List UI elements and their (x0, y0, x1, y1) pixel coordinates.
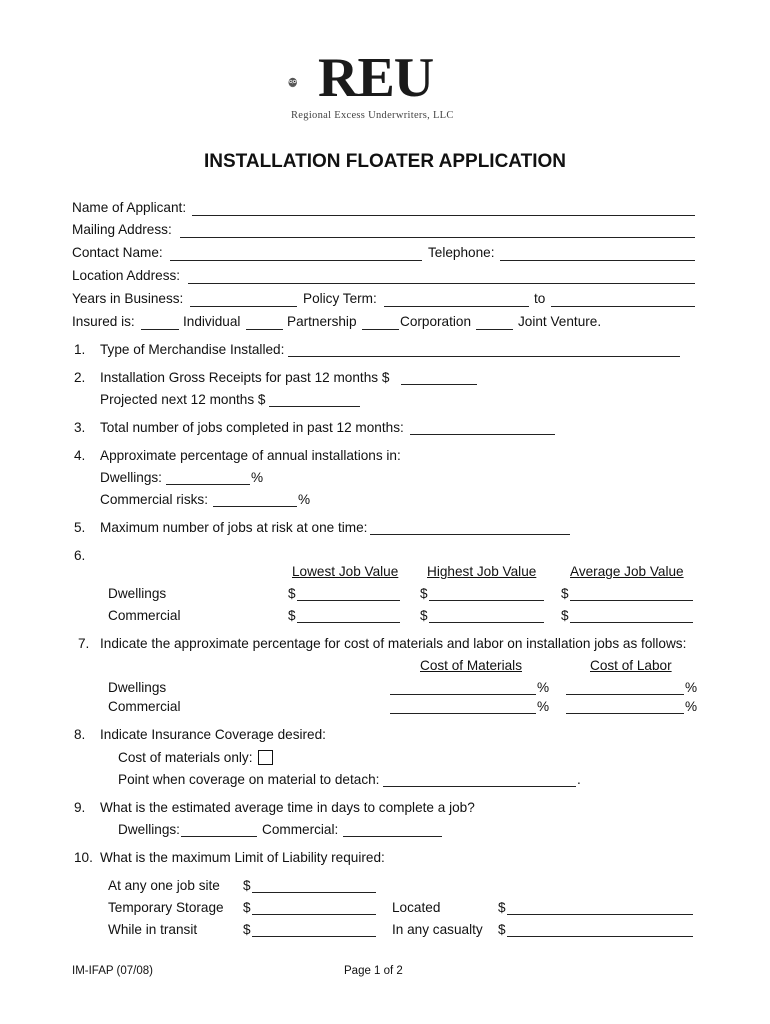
currency-sign: $ (243, 922, 251, 937)
q10-number: 10. (74, 850, 93, 865)
q1-number: 1. (74, 342, 86, 357)
mailing-address-label: Mailing Address: (72, 222, 172, 237)
q8-text: Indicate Insurance Coverage desired: (100, 727, 326, 742)
q9-dwellings-label: Dwellings: (118, 822, 180, 837)
dwellings-percentage-field[interactable] (166, 484, 250, 485)
currency-sign: $ (288, 586, 296, 601)
q5-number: 5. (74, 520, 86, 535)
q6-dwellings-label: Dwellings (108, 586, 167, 601)
dwellings-labor-field[interactable] (566, 694, 684, 695)
in-transit-field[interactable] (252, 936, 376, 937)
dwellings-average-field[interactable] (570, 600, 693, 601)
lowest-job-value-header: Lowest Job Value (292, 564, 399, 579)
currency-sign: $ (420, 608, 428, 623)
dwellings-lowest-field[interactable] (297, 600, 400, 601)
materials-only-checkbox[interactable] (258, 750, 273, 765)
detach-point-label: Point when coverage on material to detach: (118, 772, 380, 787)
materials-only-label: Cost of materials only: (118, 750, 253, 765)
joint-venture-field[interactable] (476, 329, 513, 330)
location-address-field[interactable] (188, 283, 695, 284)
telephone-field[interactable] (500, 260, 695, 261)
cost-of-labor-header: Cost of Labor (590, 658, 672, 673)
in-transit-label: While in transit (108, 922, 198, 937)
logo-wordmark: REU (318, 47, 434, 109)
location-address-label: Location Address: (72, 268, 181, 283)
highest-job-value-header: Highest Job Value (427, 564, 537, 579)
policy-term-to-label: to (534, 291, 546, 306)
q2-text: Installation Gross Receipts for past 12 months $ (100, 370, 390, 385)
currency-sign: $ (420, 586, 428, 601)
logo-subtitle: Regional Excess Underwriters, LLC (291, 110, 454, 121)
form-id: IM-IFAP (07/08) (72, 965, 153, 977)
dwellings-materials-field[interactable] (390, 694, 536, 695)
q4-number: 4. (74, 448, 86, 463)
q2-number: 2. (74, 370, 86, 385)
currency-sign: $ (561, 608, 569, 623)
currency-sign: $ (498, 900, 506, 915)
dwellings-days-field[interactable] (181, 836, 257, 837)
contact-name-label: Contact Name: (72, 245, 163, 260)
any-casualty-label: In any casualty (392, 922, 483, 937)
contact-name-field[interactable] (170, 260, 422, 261)
commercial-materials-field[interactable] (390, 713, 536, 714)
pct-sign: % (685, 680, 698, 695)
corporation-field[interactable] (362, 329, 399, 330)
average-job-value-header: Average Job Value (570, 564, 684, 579)
q6-number: 6. (74, 548, 86, 563)
q4-text: Approximate percentage of annual installations in: (100, 448, 401, 463)
page-title: INSTALLATION FLOATER APPLICATION (203, 151, 567, 172)
q4-commercial-pct: % (298, 492, 311, 507)
pct-sign: % (685, 699, 698, 714)
q4-dwellings-label: Dwellings: (100, 470, 162, 485)
cost-of-materials-header: Cost of Materials (420, 658, 522, 673)
dwellings-highest-field[interactable] (429, 600, 544, 601)
commercial-highest-field[interactable] (429, 622, 544, 623)
policy-term-start-field[interactable] (384, 306, 529, 307)
q7-dwellings-label: Dwellings (108, 680, 167, 695)
commercial-lowest-field[interactable] (297, 622, 400, 623)
detach-period: . (577, 772, 581, 787)
q7-commercial-label: Commercial (108, 699, 181, 714)
commercial-days-field[interactable] (343, 836, 442, 837)
name-of-applicant-label: Name of Applicant: (72, 200, 187, 215)
q9-commercial-label: Commercial: (262, 822, 339, 837)
q3-number: 3. (74, 420, 86, 435)
currency-sign: $ (243, 900, 251, 915)
merchandise-type-field[interactable] (288, 356, 680, 357)
name-of-applicant-field[interactable] (192, 215, 695, 216)
q7-number: 7. (78, 636, 90, 651)
gross-receipts-past-field[interactable] (401, 384, 477, 385)
q2-projected-text: Projected next 12 months $ (100, 392, 266, 407)
temporary-storage-field[interactable] (252, 914, 376, 915)
gross-receipts-projected-field[interactable] (269, 406, 360, 407)
q6-commercial-label: Commercial (108, 608, 181, 623)
q4-dwellings-pct: % (251, 470, 264, 485)
pct-sign: % (537, 699, 550, 714)
page-number: Page 1 of 2 (344, 965, 403, 977)
partnership-field[interactable] (246, 329, 283, 330)
corporation-label: Corporation (400, 314, 472, 329)
currency-sign: $ (561, 586, 569, 601)
temporary-storage-label: Temporary Storage (108, 900, 224, 915)
q1-text: Type of Merchandise Installed: (100, 342, 285, 357)
q5-text: Maximum number of jobs at risk at one time: (100, 520, 368, 535)
telephone-label: Telephone: (428, 245, 495, 260)
commercial-average-field[interactable] (570, 622, 693, 623)
q4-commercial-label: Commercial risks: (100, 492, 208, 507)
q8-number: 8. (74, 727, 86, 742)
years-in-business-field[interactable] (190, 306, 297, 307)
policy-term-end-field[interactable] (551, 306, 695, 307)
q10-text: What is the maximum Limit of Liability required: (100, 850, 385, 865)
any-casualty-field[interactable] (507, 936, 693, 937)
detach-point-field[interactable] (383, 786, 576, 787)
total-jobs-field[interactable] (410, 434, 555, 435)
any-one-job-field[interactable] (252, 892, 376, 893)
years-in-business-label: Years in Business: (72, 291, 184, 306)
individual-field[interactable] (141, 329, 179, 330)
mailing-address-field[interactable] (180, 237, 695, 238)
q9-number: 9. (74, 800, 86, 815)
partnership-label: Partnership (287, 314, 357, 329)
any-one-job-label: At any one job site (108, 878, 220, 893)
q9-text: What is the estimated average time in days to complete a job? (100, 800, 475, 815)
q3-text: Total number of jobs completed in past 12 months: (100, 420, 404, 435)
commercial-percentage-field[interactable] (213, 506, 297, 507)
currency-sign: $ (498, 922, 506, 937)
commercial-labor-field[interactable] (566, 713, 684, 714)
located-label: Located (392, 900, 441, 915)
q7-text: Indicate the approximate percentage for cost of materials and labor on installation jobs as follows: (100, 636, 687, 651)
currency-sign: $ (243, 878, 251, 893)
currency-sign: $ (288, 608, 296, 623)
joint-venture-label: Joint Venture. (518, 314, 602, 329)
policy-term-label: Policy Term: (303, 291, 377, 306)
located-field[interactable] (507, 914, 693, 915)
insured-is-label: Insured is: (72, 314, 135, 329)
individual-label: Individual (183, 314, 241, 329)
pct-sign: % (537, 680, 550, 695)
max-jobs-at-risk-field[interactable] (370, 534, 570, 535)
